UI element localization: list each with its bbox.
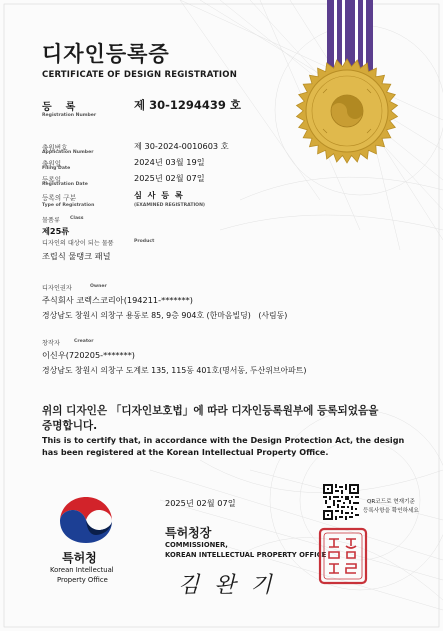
page-subtitle: CERTIFICATE OF DESIGN REGISTRATION bbox=[42, 70, 238, 80]
certification-text-ko: 위의 디자인은 「디자인보호법」에 따라 디자인등록원부에 등록되었음을 bbox=[42, 405, 379, 417]
kipo-logo-icon bbox=[56, 493, 116, 545]
owner-label-en: Owner bbox=[90, 284, 107, 289]
office-name-ko: 특허청 bbox=[62, 551, 97, 565]
application-number-label-en: Application Number bbox=[42, 150, 94, 155]
filing-date-label: 출원일 bbox=[42, 160, 62, 168]
issue-date: 2025년 02월 07일 bbox=[165, 498, 236, 508]
product-value: 조립식 물탱크 패널 bbox=[42, 251, 111, 261]
creator-label-en: Creator bbox=[74, 339, 94, 344]
creator-label: 창작자 bbox=[42, 340, 60, 347]
commissioner-title-ko: 특허청장 bbox=[165, 526, 212, 540]
registration-type-value-en: (EXAMINED REGISTRATION) bbox=[134, 203, 206, 208]
commissioner-signature: 김 완 기 bbox=[178, 573, 276, 598]
product-label-en: Product bbox=[134, 239, 155, 244]
registration-type-label-en: Type of Registration bbox=[42, 203, 95, 208]
office-name-en-2: Property Office bbox=[57, 576, 108, 584]
product-label: 디자인의 대상이 되는 물품 bbox=[42, 240, 114, 247]
qr-note: QR코드로 현재기준 bbox=[367, 499, 415, 505]
class-label: 물품류 bbox=[42, 217, 60, 224]
owner-name: 주식회사 코렉스코리아(194211-*******) bbox=[42, 295, 193, 305]
office-name-en: Korean Intellectual bbox=[50, 566, 114, 574]
owner-label: 디자인권자 bbox=[42, 285, 72, 292]
registration-date-label-en: Registration Date bbox=[42, 182, 88, 187]
qr-code-icon[interactable] bbox=[323, 484, 359, 520]
application-number-label: 출원번호 bbox=[42, 144, 68, 152]
registration-date-value: 2025년 02월 07일 bbox=[134, 173, 205, 183]
official-stamp-icon bbox=[318, 527, 368, 585]
creator-address: 경상남도 창원시 의창구 도계로 135, 115동 401호(명서동, 두산위브아파트) bbox=[42, 366, 307, 375]
gold-seal-icon bbox=[293, 58, 401, 166]
qr-note-2: 등록사항을 확인하세요 bbox=[363, 508, 419, 514]
filing-date-value: 2024년 03월 19일 bbox=[134, 157, 205, 167]
registration-number: 제 30-1294439 호 bbox=[134, 98, 242, 112]
registration-date-label: 등록일 bbox=[42, 176, 62, 184]
certification-text-ko-2: 증명합니다. bbox=[42, 420, 98, 432]
registration-label: 등 록 bbox=[42, 102, 76, 113]
page-title: 디자인등록증 bbox=[42, 42, 170, 66]
registration-type-value: 심 사 등 록 bbox=[134, 190, 183, 200]
class-value: 제25류 bbox=[42, 226, 70, 236]
filing-date-label-en: Filing Date bbox=[42, 166, 71, 171]
certification-text-en-2: has been registered at the Korean Intellectual Property Office. bbox=[42, 447, 329, 457]
registration-type-label: 등록의 구분 bbox=[42, 194, 76, 202]
commissioner-title-en-2: KOREAN INTELLECTUAL PROPERTY OFFICE bbox=[165, 551, 327, 559]
owner-address: 경상남도 창원시 의창구 용동로 85, 9층 904호 (한마음빌딩) (사림동) bbox=[42, 311, 288, 320]
certification-text-en: This is to certify that, in accordance with the Design Protection Act, the design bbox=[42, 435, 405, 445]
registration-label-en: Registration Number bbox=[42, 113, 97, 118]
commissioner-title-en: COMMISSIONER, bbox=[165, 541, 228, 549]
creator-name: 이신우(720205-*******) bbox=[42, 350, 135, 360]
application-number-value: 제 30-2024-0010603 호 bbox=[134, 141, 229, 151]
class-label-en: Class bbox=[70, 216, 84, 221]
